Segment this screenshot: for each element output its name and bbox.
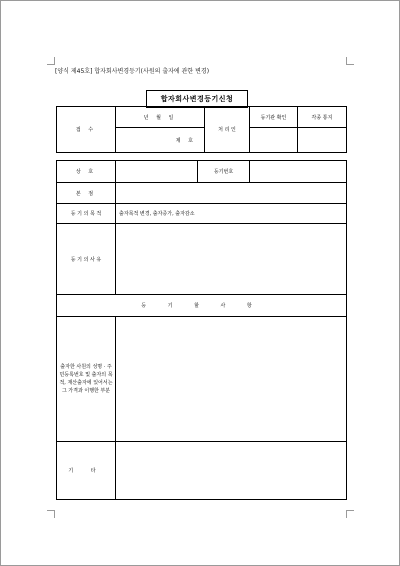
receipt-label: 접 수 xyxy=(57,107,116,153)
trade-name-label: 상 호 xyxy=(57,161,116,183)
registration-no-value[interactable] xyxy=(250,161,347,183)
registration-table xyxy=(56,160,347,500)
notice-cell[interactable] xyxy=(298,128,347,153)
partners-value[interactable] xyxy=(116,317,347,441)
other-label: 기 타 xyxy=(57,441,116,499)
receipt-number[interactable]: 제 호 xyxy=(116,128,205,153)
crop-mark-bottom-left xyxy=(47,510,55,518)
crop-mark-bottom-right xyxy=(346,510,354,518)
trade-name-value[interactable] xyxy=(116,161,198,183)
registrar-check-cell[interactable] xyxy=(250,128,298,153)
partners-label: 출자한 사원의 성명 · 주민등록번호 및 출자의 목적, 재산출자에 있어서는 그 가격과 이행한 부분 xyxy=(57,317,116,441)
notice-label: 각종 통지 xyxy=(298,107,347,128)
head-office-label: 본 점 xyxy=(57,183,116,204)
processor-label: 처 리 인 xyxy=(205,107,250,153)
purpose-value: 출자목적 변경, 출자증가, 출자감소 xyxy=(116,204,347,224)
purpose-label: 등 기 의 목 적 xyxy=(57,204,116,224)
form-title: 합자회사변경등기신청 xyxy=(146,90,248,108)
other-value[interactable] xyxy=(116,441,347,499)
receipt-table xyxy=(56,106,347,153)
reason-value[interactable] xyxy=(116,224,347,295)
receipt-date[interactable]: 년 월 일 xyxy=(116,107,205,128)
form-number: [양식 제45호] 합자회사변경등기(사원의 출자에 관한 변경) xyxy=(55,68,210,75)
items-header: 등 기 할 사 항 xyxy=(57,295,347,317)
crop-mark-top-left xyxy=(47,57,55,65)
head-office-value[interactable] xyxy=(116,183,347,204)
registrar-check-label: 등기관 확인 xyxy=(250,107,298,128)
registration-no-label: 등기번호 xyxy=(198,161,250,183)
crop-mark-top-right xyxy=(346,57,354,65)
reason-label: 등 기 의 사 유 xyxy=(57,224,116,295)
